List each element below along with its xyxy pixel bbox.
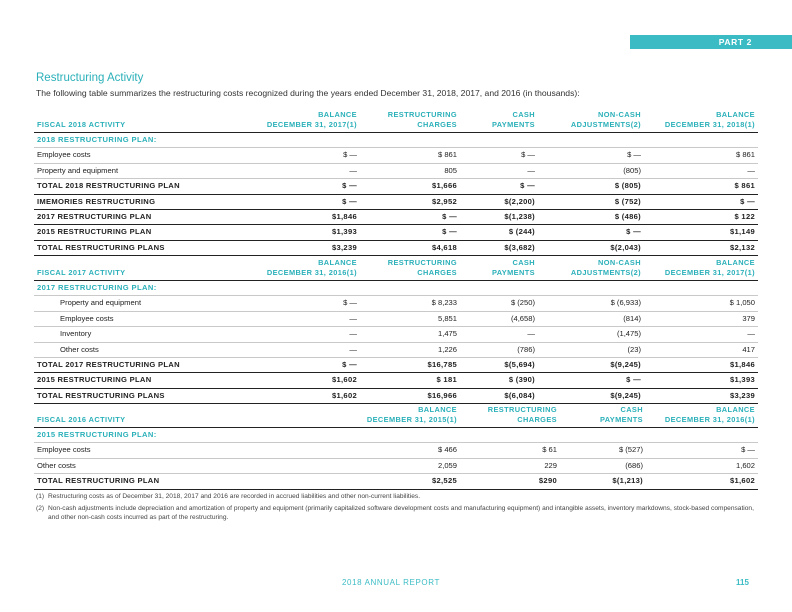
total-row: IMEMORIES RESTRUCTURING $ — $2,952 $(2,200) $ (752) $ — — [34, 194, 758, 209]
header-col: BALANCE DECEMBER 31, 2016(1) — [248, 258, 360, 281]
total-row: TOTAL 2017 RESTRUCTURING PLAN $ — $16,785 $(5,694) $(9,245) $1,846 — [34, 358, 758, 373]
section-row: 2015 RESTRUCTURING PLAN: — [34, 428, 758, 443]
header-label: FISCAL 2018 ACTIVITY — [34, 110, 248, 133]
header-col: RESTRUCTURING CHARGES — [360, 110, 460, 133]
table-row: Employee costs $ 466 $ 61 $ (527) $ — — [34, 443, 758, 458]
header-col: BALANCE DECEMBER 31, 2017(1) — [248, 110, 360, 133]
total-row: TOTAL RESTRUCTURING PLANS $1,602 $16,966 $(6,084) $(9,245) $3,239 — [34, 388, 758, 403]
header-col: CASH PAYMENTS — [460, 110, 538, 133]
table-row: Employee costs $ — $ 861 $ — $ — $ 861 — [34, 148, 758, 163]
table-row: Other costs 2,059 229 (686) 1,602 — [34, 458, 758, 473]
total-row: 2017 RESTRUCTURING PLAN $1,846 $ — $(1,238) $ (486) $ 122 — [34, 210, 758, 225]
header-col: BALANCE DECEMBER 31, 2016(1) — [646, 405, 758, 428]
section-title: Restructuring Activity — [36, 72, 144, 84]
header-col: NON-CASH ADJUSTMENTS(2) — [538, 258, 644, 281]
section-row: 2018 RESTRUCTURING PLAN: — [34, 133, 758, 148]
section-intro: The following table summarizes the restructuring costs recognized during the years ended December 31, 2018, 2017, and 2016 (in thousands): — [36, 88, 580, 98]
section-row: 2017 RESTRUCTURING PLAN: — [34, 281, 758, 296]
total-row: TOTAL RESTRUCTURING PLANS $3,239 $4,618 $(3,682) $(2,043) $2,132 — [34, 240, 758, 255]
header-col: BALANCE DECEMBER 31, 2015(1) — [328, 405, 460, 428]
table-header — [34, 258, 758, 281]
part-tab: PART 2 — [630, 35, 792, 49]
table-row: Other costs — 1,226 (786) (23) 417 — [34, 342, 758, 357]
header-col: CASH PAYMENTS — [460, 258, 538, 281]
table-row: Inventory — 1,475 — (1,475) — — [34, 327, 758, 342]
header-col: CASH PAYMENTS — [560, 405, 646, 428]
table-row: Employee costs — 5,851 (4,658) (814) 379 — [34, 311, 758, 326]
header-col: BALANCE DECEMBER 31, 2018(1) — [644, 110, 758, 133]
footnote: (2) Non-cash adjustments include depreciation and amortization of property and equipment (primarily capitalized software development costs and manufacturing equipment) and intangible assets, inventory markdowns, stock-based compensation, and other non-cash costs incurred as part of the restructuring. — [36, 505, 754, 521]
table-row: Property and equipment $ — $ 8,233 $ (250) $ (6,933) $ 1,050 — [34, 296, 758, 311]
total-row: TOTAL RESTRUCTURING PLAN $2,525 $290 $(1,213) $1,602 — [34, 474, 758, 489]
table-header — [34, 405, 758, 428]
table-row: Property and equipment — 805 — (805) — — [34, 163, 758, 178]
fiscal-2016-table — [34, 405, 758, 490]
total-row: 2015 RESTRUCTURING PLAN $1,393 $ — $ (244) $ — $1,149 — [34, 225, 758, 240]
footnote: (1) Restructuring costs as of December 31, 2018, 2017 and 2016 are recorded in accrued liabilities and other non-current liabilities. — [36, 493, 421, 500]
header-col: BALANCE DECEMBER 31, 2017(1) — [644, 258, 758, 281]
total-row: 2015 RESTRUCTURING PLAN $1,602 $ 181 $ (390) $ — $1,393 — [34, 373, 758, 388]
header-label: FISCAL 2016 ACTIVITY — [34, 405, 328, 428]
table-header — [34, 110, 758, 133]
fiscal-2017-table — [34, 258, 758, 404]
fiscal-2018-table — [34, 110, 758, 256]
header-col: NON-CASH ADJUSTMENTS(2) — [538, 110, 644, 133]
header-col: RESTRUCTURING CHARGES — [460, 405, 560, 428]
total-row: TOTAL 2018 RESTRUCTURING PLAN $ — $1,666 $ — $ (805) $ 861 — [34, 179, 758, 194]
footer-report-title: 2018 ANNUAL REPORT — [342, 578, 440, 587]
header-col: RESTRUCTURING CHARGES — [360, 258, 460, 281]
page-number: 115 — [736, 578, 749, 587]
header-label: FISCAL 2017 ACTIVITY — [34, 258, 248, 281]
